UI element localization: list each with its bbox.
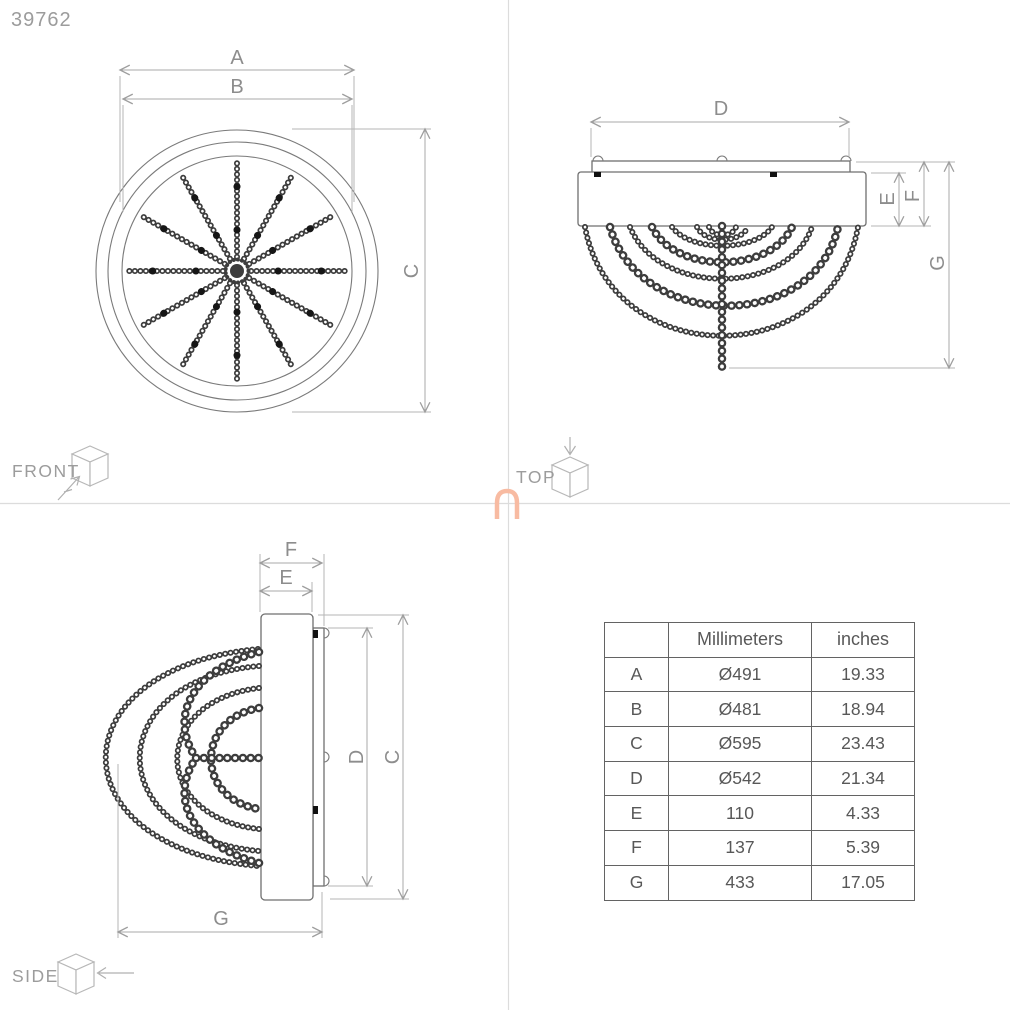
inches-cell: 17.05 [812,865,915,900]
top-view-drawing [578,156,866,368]
table-row [605,727,915,762]
inches-cell: 5.39 [812,831,915,866]
side-view-cube-icon [58,954,134,994]
inches-cell: 4.33 [812,796,915,831]
dim-key-cell: D [605,761,669,796]
side-mount-clip-top [313,630,318,638]
side-dim-e [260,567,312,612]
top-dim-d [591,98,849,157]
header-key-cell [605,623,669,658]
dim-key-cell: G [605,865,669,900]
mm-cell: Ø481 [669,692,812,727]
top-mount-clip-right [770,172,777,177]
top-mount-clip-left [594,172,601,177]
inches-cell: 21.34 [812,761,915,796]
dim-key-cell: A [605,657,669,692]
side-dim-d [328,628,373,886]
dim-key-cell: E [605,796,669,831]
dim-label-b: B [230,76,244,98]
brand-arch-watermark-icon [497,491,517,519]
table-row [605,692,915,727]
dim-label-g: G [213,908,229,930]
front-center-hub [230,264,244,278]
header-mm-cell: Millimeters [669,623,812,658]
dimension-table [604,622,915,901]
mm-cell: Ø542 [669,761,812,796]
mm-cell: 433 [669,865,812,900]
side-view-label: SIDE [12,966,59,986]
top-view-label: TOP [516,467,557,487]
dimension-table-container [604,622,915,901]
side-mount-clip-bottom [313,806,318,814]
dim-key-cell: F [605,831,669,866]
front-view-label: FRONT [12,461,80,481]
inches-cell: 18.94 [812,692,915,727]
side-bead-chains [106,649,262,866]
mm-cell: 110 [669,796,812,831]
dim-key-cell: B [605,692,669,727]
dim-label-d: D [713,98,729,120]
inches-cell: 23.43 [812,727,915,762]
header-inches-cell: inches [812,623,915,658]
dim-label-e: E [279,567,293,589]
dim-label-c: C [401,263,423,279]
inches-cell: 19.33 [812,657,915,692]
dim-label-f: F [902,189,924,203]
dim-label-d: D [346,749,368,765]
table-row [605,865,915,900]
dim-label-e: E [877,192,899,206]
dim-label-c: C [382,749,404,765]
mm-cell: 137 [669,831,812,866]
top-bead-chains [585,226,858,368]
front-view-drawing [96,130,378,412]
mm-cell: Ø491 [669,657,812,692]
table-header-row [605,623,915,658]
top-view-cube-icon [552,437,588,497]
top-dim-f [856,162,955,226]
table-row [605,796,915,831]
dim-key-cell: C [605,727,669,762]
dim-label-a: A [230,47,244,69]
part-number: 39762 [11,9,72,31]
dim-label-f: F [284,539,298,561]
table-row [605,831,915,866]
side-view-drawing [106,614,329,900]
dim-label-g: G [927,255,949,271]
table-row [605,657,915,692]
mm-cell: Ø595 [669,727,812,762]
table-row [605,761,915,796]
